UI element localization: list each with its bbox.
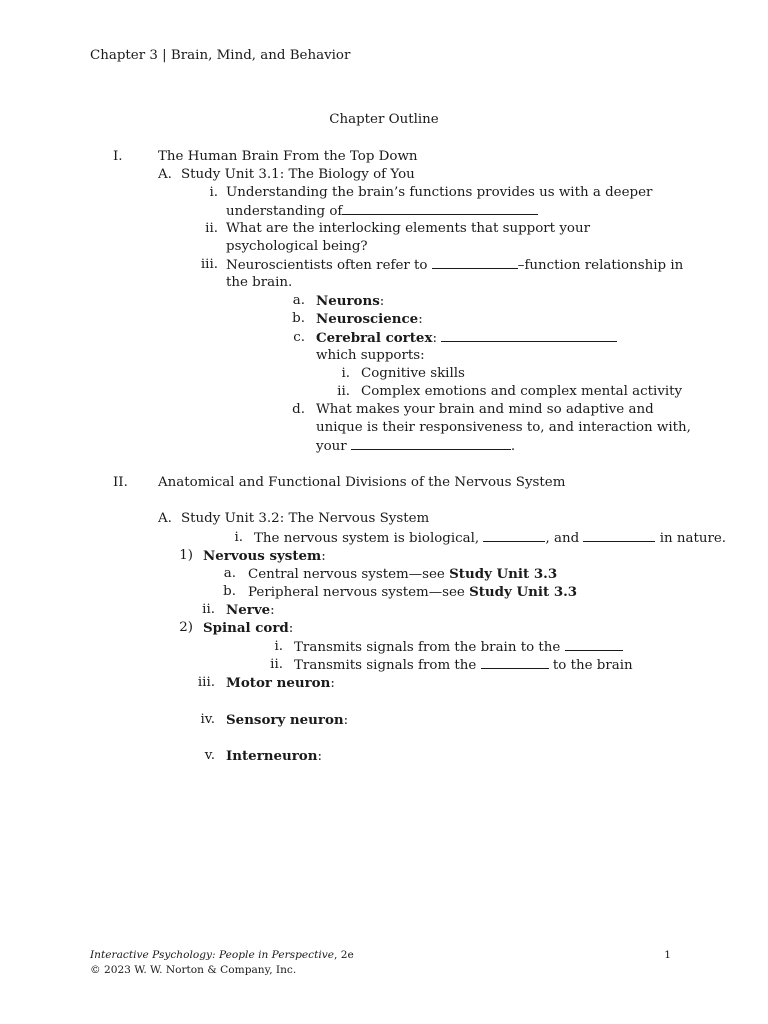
fill-in-blank: [565, 638, 623, 651]
outline-number: b.: [223, 584, 236, 599]
outline-item: Peripheral nervous system—see Study Unit 3.3: [248, 584, 578, 600]
outline-item-continued: which supports:: [316, 348, 425, 363]
outline-item: Understanding the brain’s functions provides us with a deeper: [226, 185, 653, 200]
outline-term: Interneuron:: [226, 748, 322, 764]
outline-item: What are the interlocking elements that support your: [226, 221, 590, 236]
fill-in-blank: [342, 202, 538, 215]
outline-item-continued: understanding of: [226, 202, 538, 221]
outline-term: Nerve:: [226, 602, 275, 618]
outline-number: b.: [292, 311, 305, 326]
outline-item-continued: unique is their responsiveness to, and interaction with,: [316, 420, 691, 435]
outline-term: Spinal cord:: [203, 620, 294, 636]
outline-item-continued: psychological being?: [226, 239, 368, 254]
outline-number: iv.: [200, 712, 215, 727]
outline-subheading: Study Unit 3.1: The Biology of You: [181, 167, 415, 182]
outline-number: I.: [113, 149, 123, 164]
page-title: Chapter Outline: [329, 112, 439, 127]
outline-term: Neurons:: [316, 293, 385, 309]
outline-number: ii.: [202, 602, 215, 617]
footer-copyright: © 2023 W. W. Norton & Company, Inc.: [90, 964, 297, 976]
outline-number: A.: [158, 167, 172, 182]
outline-item-continued: the brain.: [226, 275, 293, 290]
outline-term: Motor neuron:: [226, 675, 335, 691]
outline-number: c.: [293, 330, 305, 345]
page-number: 1: [664, 949, 671, 961]
outline-number: d.: [292, 402, 305, 417]
outline-number: ii.: [337, 384, 350, 399]
fill-in-blank: [583, 529, 655, 542]
outline-number: a.: [292, 293, 305, 308]
outline-heading: The Human Brain From the Top Down: [158, 149, 418, 164]
outline-number: ii.: [270, 657, 283, 672]
outline-term: Neuroscience:: [316, 311, 423, 327]
outline-item: Complex emotions and complex mental activity: [361, 384, 683, 399]
fill-in-blank: [483, 529, 545, 542]
outline-subheading: Study Unit 3.2: The Nervous System: [181, 511, 430, 526]
outline-number: A.: [158, 511, 172, 526]
fill-in-blank: [441, 329, 617, 342]
outline-term: Nervous system:: [203, 548, 326, 564]
outline-number: iii.: [197, 675, 215, 690]
outline-item: Cognitive skills: [361, 366, 465, 381]
fill-in-blank: [481, 656, 549, 669]
outline-number: v.: [204, 748, 215, 763]
outline-number: i.: [274, 639, 283, 654]
outline-item-continued: your .: [316, 439, 516, 454]
outline-number: i.: [341, 366, 350, 381]
outline-number: a.: [223, 566, 236, 581]
outline-number: 1): [179, 548, 193, 563]
running-head: Chapter 3 | Brain, Mind, and Behavior: [90, 48, 351, 63]
outline-number: iii.: [200, 257, 218, 272]
outline-number: II.: [113, 475, 128, 490]
outline-heading: Anatomical and Functional Divisions of the Nervous System: [158, 475, 566, 490]
fill-in-blank: [351, 437, 511, 450]
outline-number: i.: [234, 530, 243, 545]
footer-book-title: Interactive Psychology: People in Perspective, 2e: [90, 949, 354, 961]
outline-item: The nervous system is biological, , and in nature.: [254, 531, 727, 546]
outline-item: What makes your brain and mind so adaptive and: [316, 402, 654, 417]
outline-number: ii.: [205, 221, 218, 236]
outline-number: 2): [179, 620, 193, 635]
outline-item: Central nervous system—see Study Unit 3.3: [248, 566, 558, 582]
outline-number: i.: [209, 185, 218, 200]
fill-in-blank: [432, 256, 518, 269]
outline-term: Sensory neuron:: [226, 712, 349, 728]
outline-item: Transmits signals from the to the brain: [294, 658, 633, 673]
outline-item: Neuroscientists often refer to –function relationship in: [226, 258, 684, 273]
outline-term: Cerebral cortex:: [316, 329, 617, 348]
outline-item: Transmits signals from the brain to the: [294, 638, 623, 657]
